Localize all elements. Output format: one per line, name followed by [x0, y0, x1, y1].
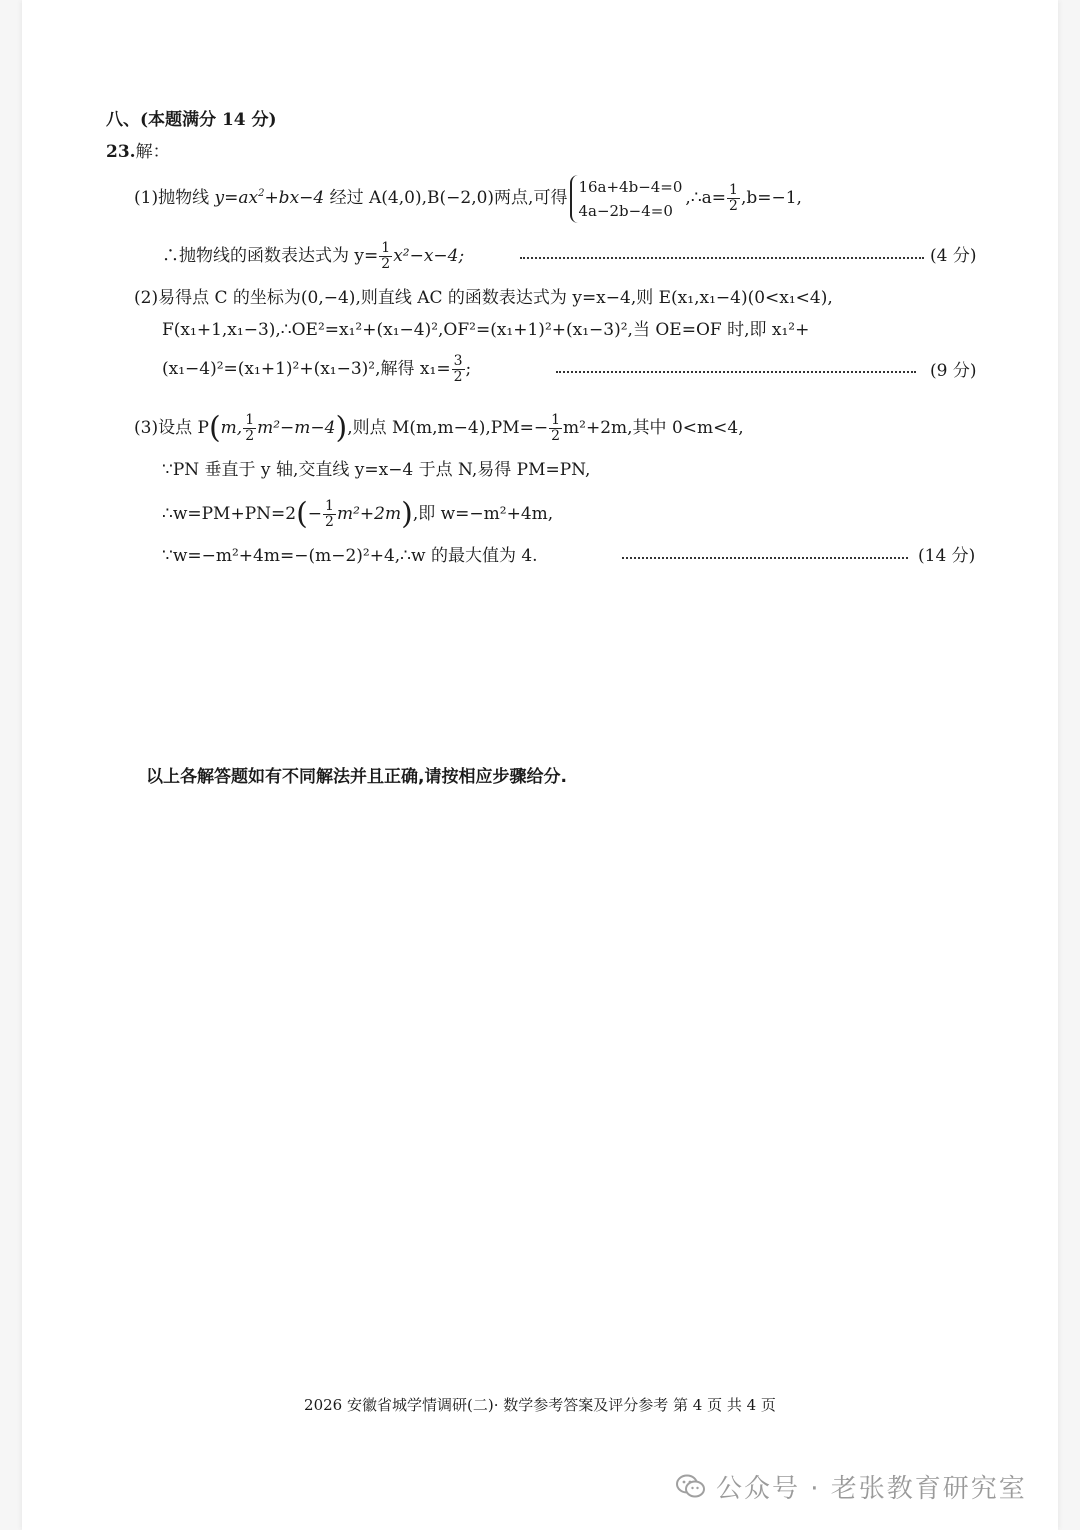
part3-text-a: (3)设点 P — [134, 418, 209, 438]
part1-line2 — [162, 240, 464, 272]
problem-label — [106, 140, 170, 164]
part1-text-c: ,∴a= — [685, 188, 727, 208]
equation-system — [570, 175, 682, 223]
part1-text-d: ,b=−1, — [740, 188, 802, 208]
grading-note: 以上各解答题如有不同解法并且正确,请按相应步骤给分. — [146, 767, 567, 787]
part3-line4: ∵w=−m²+4m=−(m−2)²+4,∴w 的最大值为 4. — [162, 546, 538, 566]
fraction-half-p: $\frac{1}{2}$ — [245, 412, 255, 444]
part1-text-f: x²−x−4; — [393, 246, 465, 266]
score-14: (14 分) — [918, 546, 976, 566]
equation-1: 16a+4b−4=0 — [578, 177, 683, 196]
part3-text-e: m²+2m,其中 0<m<4, — [563, 418, 744, 438]
part3-text-g: − — [307, 504, 323, 524]
part3-text-i: ,即 w=−m²+4m, — [412, 504, 554, 524]
part3-text-b: m, — [220, 418, 243, 438]
fraction-three-halves: $\frac{3}{2}$ — [453, 353, 463, 385]
part2-line3 — [162, 352, 471, 386]
part1-parabola: $y=ax^2+bx-4$ — [214, 188, 325, 208]
part3-line2: ∵PN 垂直于 y 轴,交直线 y=x−4 于点 N,易得 PM=PN, — [162, 460, 591, 480]
fraction-half: $\frac{1}{2}$ — [381, 240, 391, 272]
fraction-half-w: $\frac{1}{2}$ — [325, 498, 334, 530]
section-heading: 八、(本题满分 14 分) — [106, 110, 277, 130]
part1-text-e: ∴抛物线的函数表达式为 y= — [162, 246, 379, 266]
part3-text-h: m²+2m — [336, 504, 402, 524]
dot-leader-3 — [622, 557, 908, 559]
part3-line1: (3)设点 P(m, $\frac{1}{2}$ m²−m−4),则点 M(m,m−4),PM=− $\frac{1}{2}$ m²+2m,其中 0<m<4, — [134, 410, 744, 446]
part2-text-b: ; — [465, 359, 472, 379]
solve-label: 解： — [135, 142, 170, 162]
part1-text-b: 经过 A(4,0),B(−2,0)两点,可得 — [324, 188, 568, 208]
fraction-a: $\frac{1}{2}$ — [729, 182, 738, 214]
dot-leader-2 — [556, 371, 916, 373]
equation-2: 4a−2b−4=0 — [578, 201, 673, 220]
page-footer: 2026 安徽省城学情调研(二)· 数学参考答案及评分参考 第 4 页 共 4 页 — [304, 1396, 776, 1414]
wechat-icon — [676, 1474, 706, 1500]
part1-text-a: (1)抛物线 — [134, 188, 215, 208]
part3-line3: ∴w=PM+PN=2(− $\frac{1}{2}$ m²+2m),即 w=−m²+4m, — [162, 496, 554, 532]
part2-line2: F(x₁+1,x₁−3),∴OE²=x₁²+(x₁−4)²,OF²=(x₁+1)²+(x₁−3)²,当 OE=OF 时,即 x₁²+ — [162, 320, 810, 340]
problem-number: 23. — [106, 142, 136, 162]
part3-text-d: ,则点 M(m,m−4),PM=− — [347, 418, 549, 438]
score-4: (4 分) — [930, 246, 977, 266]
watermark — [676, 1468, 1027, 1505]
score-9: (9 分) — [930, 361, 977, 381]
part2-text-a: (x₁−4)²=(x₁+1)²+(x₁−3)²,解得 x₁= — [162, 359, 451, 379]
part1-line1 — [134, 174, 802, 223]
dot-leader-1 — [520, 257, 924, 259]
part2-line1: (2)易得点 C 的坐标为(0,−4),则直线 AC 的函数表达式为 y=x−4,则 E(x₁,x₁−4)(0<x₁<4), — [134, 288, 833, 308]
watermark-text: 公众号 · 老张教育研究室 — [716, 1474, 1027, 1504]
part3-text-c: m²−m−4 — [257, 418, 336, 438]
part3-text-f: ∴w=PM+PN=2 — [162, 504, 297, 524]
fraction-half-pm: $\frac{1}{2}$ — [551, 412, 561, 444]
